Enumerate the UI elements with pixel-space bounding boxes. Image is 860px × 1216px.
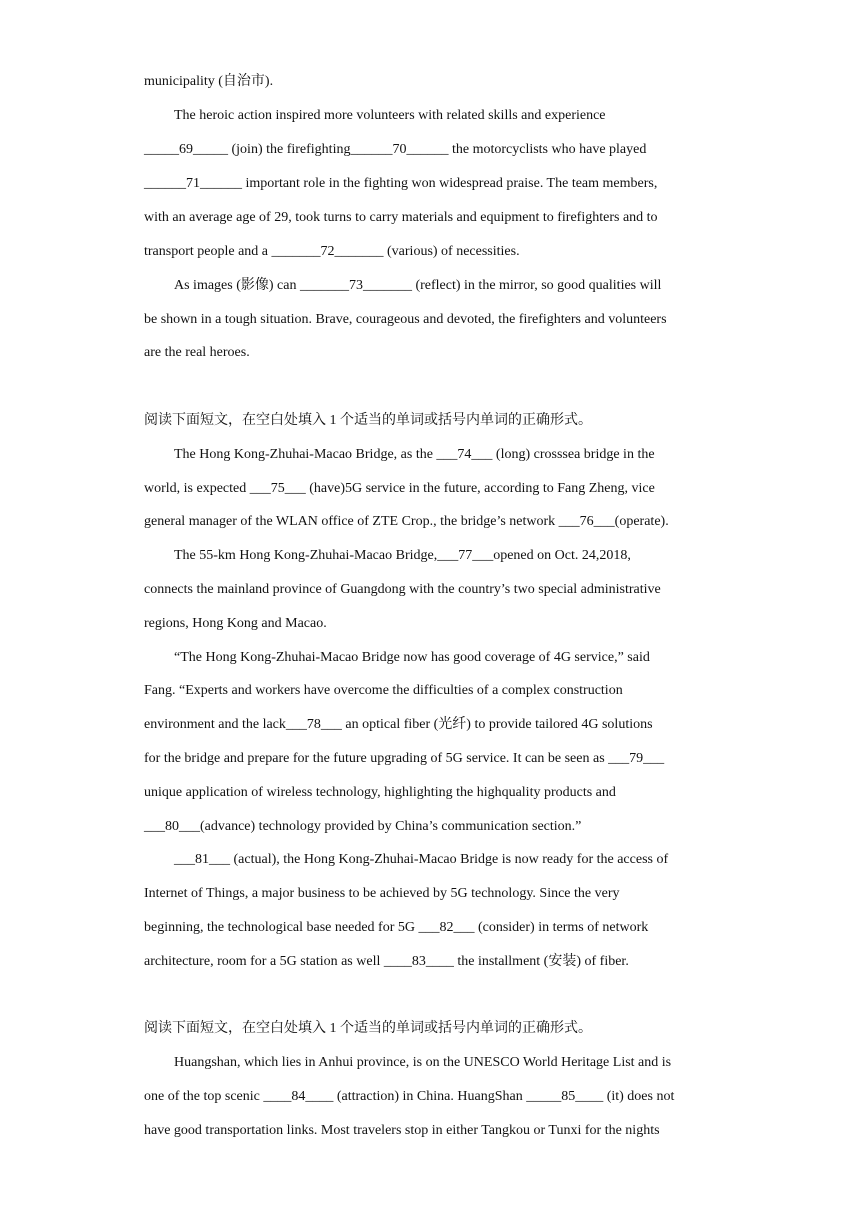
- text-line: municipality (自治市).: [144, 74, 274, 89]
- text-line: world, is expected ___75___ (have)5G service in the future, according to Fang Zheng, vice: [144, 481, 655, 496]
- section-instruction: 阅读下面短文，在空白处填入 1 个适当的单词或括号内单词的正确形式。: [144, 413, 592, 428]
- text-line: Internet of Things, a major business to be achieved by 5G technology. Since the very: [144, 886, 620, 901]
- text-line: transport people and a _______72_______ (various) of necessities.: [144, 244, 520, 259]
- text-line: architecture, room for a 5G station as well ____83____ the installment (安装) of fiber.: [144, 954, 629, 969]
- text-line: connects the mainland province of Guangdong with the country’s two special administrative: [144, 582, 661, 597]
- section-instruction: 阅读下面短文，在空白处填入 1 个适当的单词或括号内单词的正确形式。: [144, 1021, 592, 1036]
- text-line: “The Hong Kong-Zhuhai-Macao Bridge now has good coverage of 4G service,” said: [174, 650, 650, 665]
- text-line: have good transportation links. Most travelers stop in either Tangkou or Tunxi for the nights: [144, 1123, 660, 1138]
- text-line: ___81___ (actual), the Hong Kong-Zhuhai-Macao Bridge is now ready for the access of: [174, 852, 669, 867]
- text-line: Huangshan, which lies in Anhui province, is on the UNESCO World Heritage List and is: [174, 1055, 672, 1070]
- text-line: ___80___(advance) technology provided by China’s communication section.”: [144, 819, 582, 834]
- text-line: for the bridge and prepare for the future upgrading of 5G service. It can be seen as ___79___: [144, 751, 665, 766]
- text-line: beginning, the technological base needed for 5G ___82___ (consider) in terms of network: [144, 920, 649, 935]
- text-line: ______71______ important role in the fighting won widespread praise. The team members,: [144, 176, 658, 191]
- text-line: regions, Hong Kong and Macao.: [144, 616, 327, 631]
- text-line: with an average age of 29, took turns to carry materials and equipment to firefighters and to: [144, 210, 658, 225]
- text-line: The 55-km Hong Kong-Zhuhai-Macao Bridge,___77___opened on Oct. 24,2018,: [174, 548, 631, 563]
- text-line: Fang. “Experts and workers have overcome the difficulties of a complex construction: [144, 683, 623, 698]
- text-line: be shown in a tough situation. Brave, courageous and devoted, the firefighters and volunteers: [144, 312, 667, 327]
- text-line: As images (影像) can _______73_______ (reflect) in the mirror, so good qualities will: [174, 278, 662, 293]
- text-line: environment and the lack___78___ an optical fiber (光纤) to provide tailored 4G solutions: [144, 717, 653, 732]
- text-line: unique application of wireless technology, highlighting the highquality products and: [144, 785, 616, 800]
- text-line: are the real heroes.: [144, 345, 250, 360]
- text-line: one of the top scenic ____84____ (attraction) in China. HuangShan _____85____ (it) does not: [144, 1089, 675, 1104]
- text-line: The heroic action inspired more volunteers with related skills and experience: [174, 108, 606, 123]
- text-line: _____69_____ (join) the firefighting______70______ the motorcyclists who have played: [144, 142, 647, 157]
- text-line: general manager of the WLAN office of ZTE Crop., the bridge’s network ___76___(operate).: [144, 514, 669, 529]
- text-line: The Hong Kong-Zhuhai-Macao Bridge, as the ___74___ (long) crosssea bridge in the: [174, 447, 655, 462]
